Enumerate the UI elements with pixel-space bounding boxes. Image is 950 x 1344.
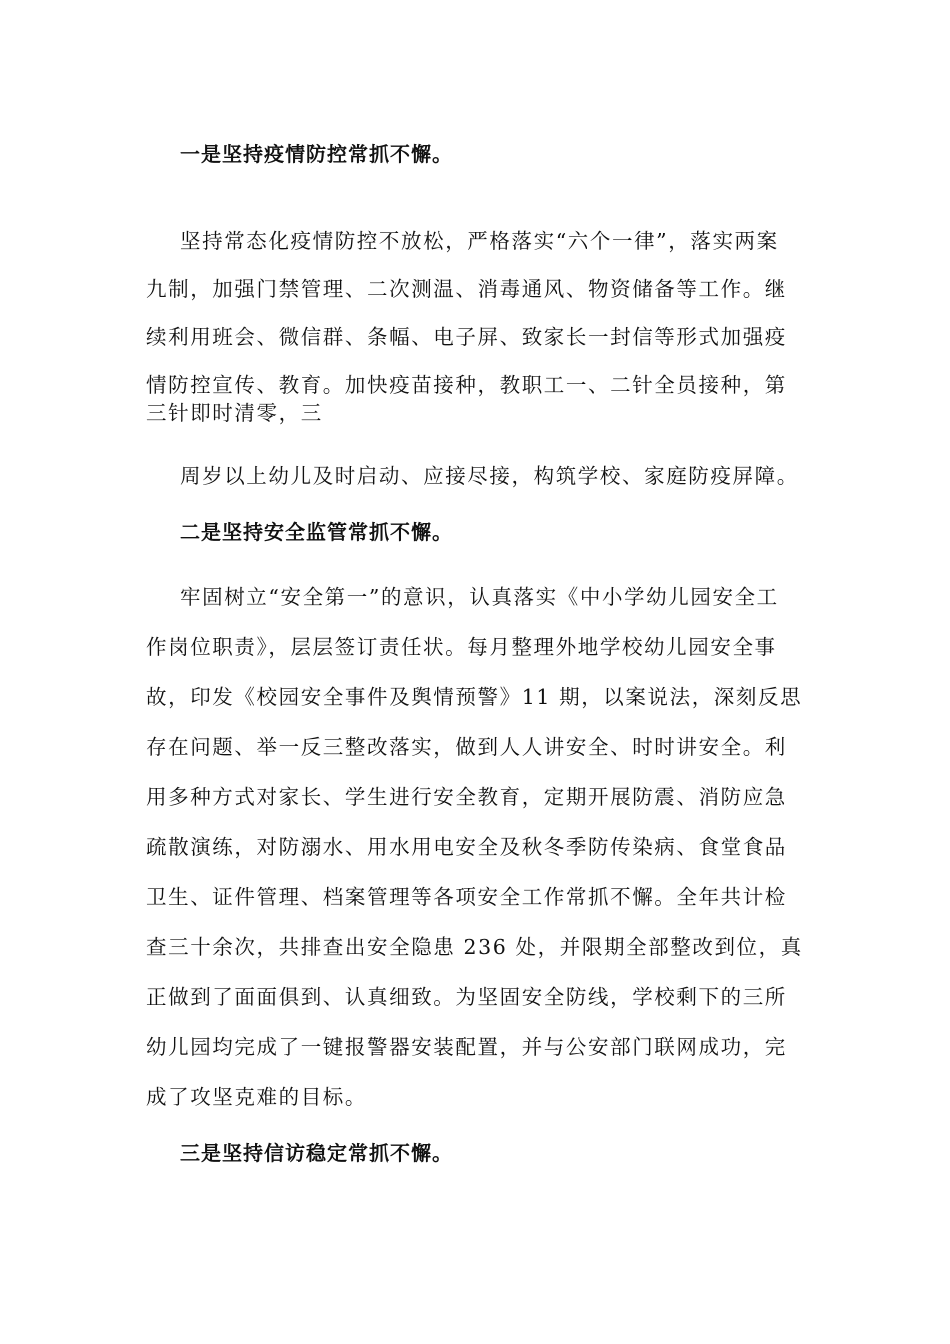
section-heading-1: 一是坚持疫情防控常抓不懈。 (180, 142, 453, 166)
section-heading-3: 三是坚持信访稳定常抓不懈。 (180, 1141, 453, 1165)
paragraph-line: 成了攻坚克难的目标。 (146, 1085, 367, 1109)
paragraph-line: 周岁以上幼儿及时启动、应接尽接，构筑学校、家庭防疫屏障。 (180, 464, 799, 488)
paragraph-line: 坚持常态化疫情防控不放松，严格落实“六个一律”，落实两案 (180, 229, 779, 253)
paragraph-line: 查三十余次，共排查出安全隐患 236 处，并限期全部整改到位，真 (146, 935, 803, 959)
section-heading-2: 二是坚持安全监管常抓不懈。 (180, 520, 453, 544)
paragraph-line: 三针即时清零，三 (146, 401, 323, 425)
paragraph-line: 存在问题、举一反三整改落实，做到人人讲安全、时时讲安全。利 (146, 735, 787, 759)
paragraph-line: 卫生、证件管理、档案管理等各项安全工作常抓不懈。全年共计检 (146, 885, 787, 909)
paragraph-line: 正做到了面面俱到、认真细致。为坚固安全防线，学校剩下的三所 (146, 985, 787, 1009)
paragraph-line: 故，印发《校园安全事件及舆情预警》11 期，以案说法，深刻反思 (146, 685, 803, 709)
paragraph-line: 用多种方式对家长、学生进行安全教育，定期开展防震、消防应急 (146, 785, 787, 809)
paragraph-line: 续利用班会、微信群、条幅、电子屏、致家长一封信等形式加强疫 (146, 325, 787, 349)
paragraph-line: 作岗位职责》，层层签订责任状。每月整理外地学校幼儿园安全事 (146, 635, 777, 659)
paragraph-line: 九制，加强门禁管理、二次测温、消毒通风、物资储备等工作。继 (146, 277, 787, 301)
paragraph-line: 幼儿园均完成了一键报警器安装配置，并与公安部门联网成功，完 (146, 1035, 787, 1059)
paragraph-line: 疏散演练，对防溺水、用水用电安全及秋冬季防传染病、食堂食品 (146, 835, 787, 859)
paragraph-line: 情防控宣传、教育。加快疫苗接种，教职工一、二针全员接种，第 (146, 373, 787, 397)
paragraph-line: 牢固树立“安全第一”的意识，认真落实《中小学幼儿园安全工 (180, 585, 779, 609)
